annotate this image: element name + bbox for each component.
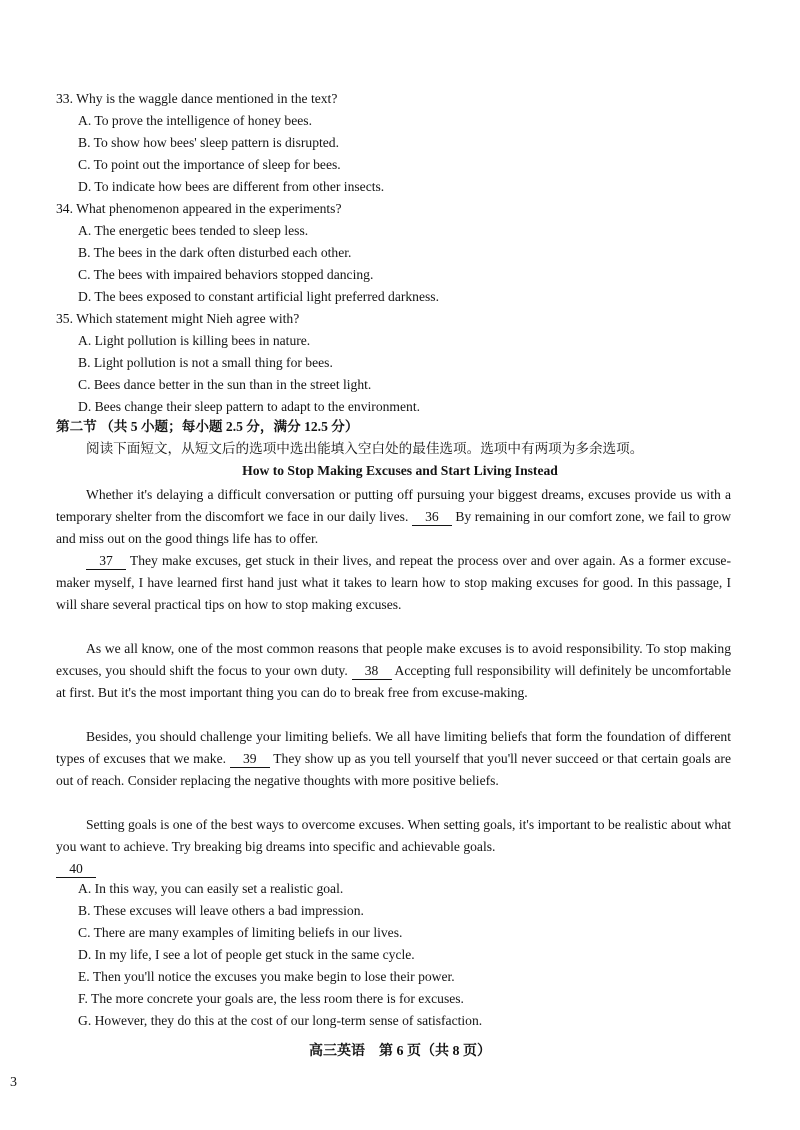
paragraph-2 — [56, 550, 731, 617]
paragraph-1-text-b: By remaining in our comfort zone, we fail to grow and miss out on the good things life has to offer. — [56, 509, 732, 547]
choice-d: D. In my life, I see a lot of people get stuck in the same cycle. — [78, 947, 415, 962]
question-33-option-d: D. To indicate how bees are different from other insects. — [78, 179, 385, 194]
choice-a: A. In this way, you can easily set a realistic goal. — [78, 881, 344, 896]
choice-c: C. There are many examples of limiting beliefs in our lives. — [78, 925, 403, 940]
question-33-option-b: B. To show how bees' sleep pattern is disrupted. — [78, 135, 340, 150]
section-instruction: 阅读下面短文，从短文后的选项中选出能填入空白处的最佳选项。选项中有两项为多余选项。 — [86, 441, 644, 456]
paragraph-5 — [56, 814, 731, 881]
blank-40: 40 — [56, 861, 96, 878]
choice-g: G. However, they do this at the cost of our long-term sense of satisfaction. — [78, 1013, 483, 1028]
question-35-option-b: B. Light pollution is not a small thing for bees. — [78, 355, 333, 370]
question-35-option-c: C. Bees dance better in the sun than in the street light. — [78, 377, 372, 392]
paragraph-3-text-a: As we all know, one of the most common reasons that people make excuses is to avoid responsibility. To stop making excuses, you should shift the focus to your own duty. — [56, 641, 731, 679]
question-33-stem: 33. Why is the waggle dance mentioned in the text? — [56, 91, 338, 106]
page-number: 3 — [10, 1075, 17, 1090]
question-34-stem: 34. What phenomenon appeared in the experiments? — [56, 201, 342, 216]
paragraph-4 — [56, 726, 731, 793]
paragraph-4-text-b: They show up as you tell yourself that you'll never succeed or that certain goals are out of reach. Consider replacing the negative thoughts with more positive beliefs. — [56, 751, 731, 789]
choice-e: E. Then you'll notice the excuses you make begin to lose their power. — [78, 969, 455, 984]
question-34-option-a: A. The energetic bees tended to sleep less. — [78, 223, 309, 238]
question-34-option-c: C. The bees with impaired behaviors stopped dancing. — [78, 267, 374, 282]
paragraph-3-text-b: Accepting full responsibility will definitely be uncomfortable at first. But it's the most important thing you can do to break free from excuse-making. — [56, 663, 731, 701]
question-34-option-b: B. The bees in the dark often disturbed each other. — [78, 245, 352, 260]
choice-b: B. These excuses will leave others a bad impression. — [78, 903, 364, 918]
paragraph-1-text-a: Whether it's delaying a difficult conversation or putting off pursuing your biggest dreams, excuses provide us with a temporary shelter from the discomfort we face in our daily lives. — [56, 487, 731, 525]
section-heading: 第二节 （共 5 小题；每小题 2.5 分，满分 12.5 分） — [56, 419, 359, 434]
paragraph-4-text-a: Besides, you should challenge your limiting beliefs. We all have limiting beliefs that form the foundation of different types of excuses that we make. — [56, 729, 731, 767]
question-34-option-d: D. The bees exposed to constant artificial light preferred darkness. — [78, 289, 439, 304]
question-33-option-a: A. To prove the intelligence of honey bees. — [78, 113, 312, 128]
blank-37: 37 — [86, 553, 126, 570]
choice-f: F. The more concrete your goals are, the less room there is for excuses. — [78, 991, 464, 1006]
blank-36: 36 — [412, 509, 452, 526]
passage-title: How to Stop Making Excuses and Start Living Instead — [242, 463, 558, 478]
blank-39: 39 — [230, 751, 270, 768]
page-footer: 高三英语 第 6 页（共 8 页） — [309, 1044, 491, 1059]
question-35-stem: 35. Which statement might Nieh agree with? — [56, 311, 300, 326]
paragraph-5-text: Setting goals is one of the best ways to overcome excuses. When setting goals, it's important to be realistic about what you want to achieve. Try breaking big dreams into specific and achievable goals. — [56, 817, 731, 855]
question-35-option-d: D. Bees change their sleep pattern to adapt to the environment. — [78, 399, 420, 414]
blank-38: 38 — [352, 663, 392, 680]
question-35-option-a: A. Light pollution is killing bees in nature. — [78, 333, 311, 348]
paragraph-1 — [56, 484, 731, 551]
question-33-option-c: C. To point out the importance of sleep for bees. — [78, 157, 341, 172]
paragraph-2-text: They make excuses, get stuck in their lives, and repeat the process over and over again. As a former excuse-maker myself, I have learned first hand just what it takes to learn how to stop making excuses for good. In this passage, I will share several practical tips on how to stop making excuses. — [56, 553, 731, 613]
paragraph-3 — [56, 638, 731, 705]
